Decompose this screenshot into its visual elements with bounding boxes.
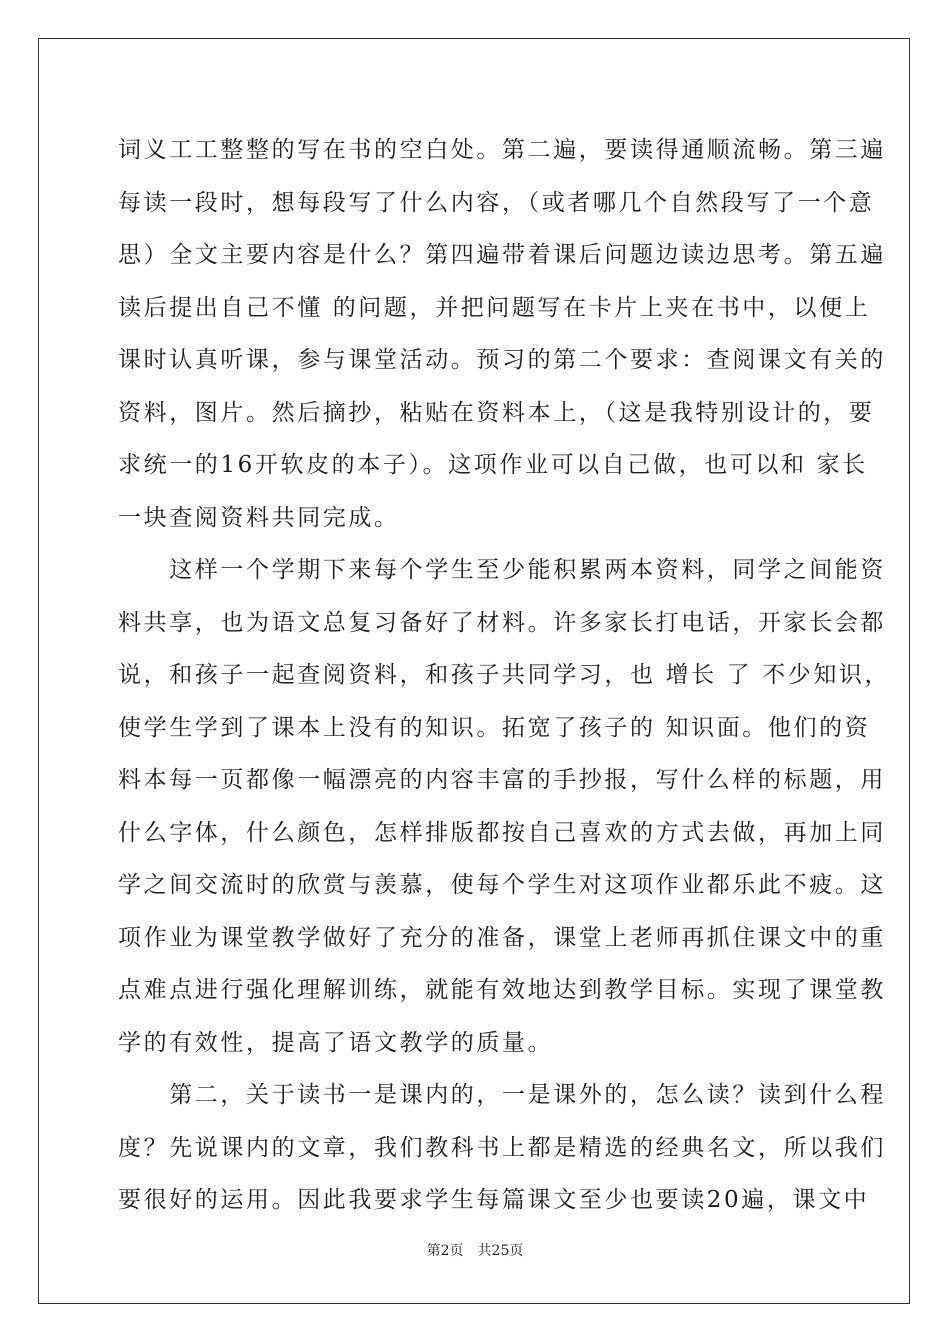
text-line: 项作业为课堂教学做好了充分的准备，课堂上老师再抓住课文中的重 — [118, 924, 886, 951]
text-line: 料共享，也为语文总复习备好了材料。许多家长打电话，开家长会都 — [118, 609, 886, 636]
text-line: 料本每一页都像一幅漂亮的内容丰富的手抄报，写什么样的标题，用 — [118, 767, 886, 793]
page-number: 第2页 共25页 — [426, 1243, 524, 1259]
document-body — [118, 124, 891, 1227]
text-line: 度？先说课内的文章，我们教科书上都是精选的经典名文，所以我们 — [118, 1134, 886, 1161]
text-line: 使学生学到了课本上没有的知识。拓宽了孩子的 知识面。他们的资 — [118, 714, 871, 741]
text-line: 思）全文主要内容是什么？第四遍带着课后问题边读边思考。第五遍 — [118, 242, 886, 268]
text-line: 词义工工整整的写在书的空白处。第二遍，要读得通顺流畅。第三遍 — [118, 137, 886, 163]
paragraph-start-line: 第二，关于读书一是课内的，一是课外的，怎么读？读到什么程 — [118, 1082, 886, 1108]
paragraph-start-line: 这样一个学期下来每个学生至少能积累两本资料，同学之间能资 — [118, 557, 886, 583]
text-line: 学之间交流时的欣赏与羡慕，使每个学生对这项作业都乐此不疲。这 — [118, 872, 886, 898]
text-line: 学的有效性，提高了语文教学的质量。 — [118, 1029, 554, 1056]
text-line: 要很好的运用。因此我要求学生每篇课文至少也要读20遍，课文中 — [118, 1187, 870, 1213]
text-line: 读后提出自己不懂 的问题，并把问题写在卡片上夹在书中，以便上 — [118, 294, 871, 321]
text-line: 点难点进行强化理解训练，就能有效地达到教学目标。实现了课堂教 — [118, 977, 886, 1003]
text-line: 每读一段时，想每段写了什么内容，（或者哪几个自然段写了一个意 — [118, 189, 875, 216]
text-line: 求统一的16开软皮的本子）。这项作业可以自己做，也可以和 家长 — [118, 452, 868, 478]
text-line: 一块查阅资料共同完成。 — [118, 504, 400, 531]
text-line: 什么字体，什么颜色，怎样排版都按自己喜欢的方式去做，再加上同 — [118, 819, 886, 846]
text-line: 资料，图片。然后摘抄，粘贴在资料本上，（这是我特别设计的，要 — [118, 399, 875, 426]
text-line: 课时认真听课，参与课堂活动。预习的第二个要求：查阅课文有关的 — [118, 347, 886, 373]
text-line: 说，和孩子一起查阅资料，和孩子共同学习，也 增长 了 不少知识， — [118, 662, 891, 688]
